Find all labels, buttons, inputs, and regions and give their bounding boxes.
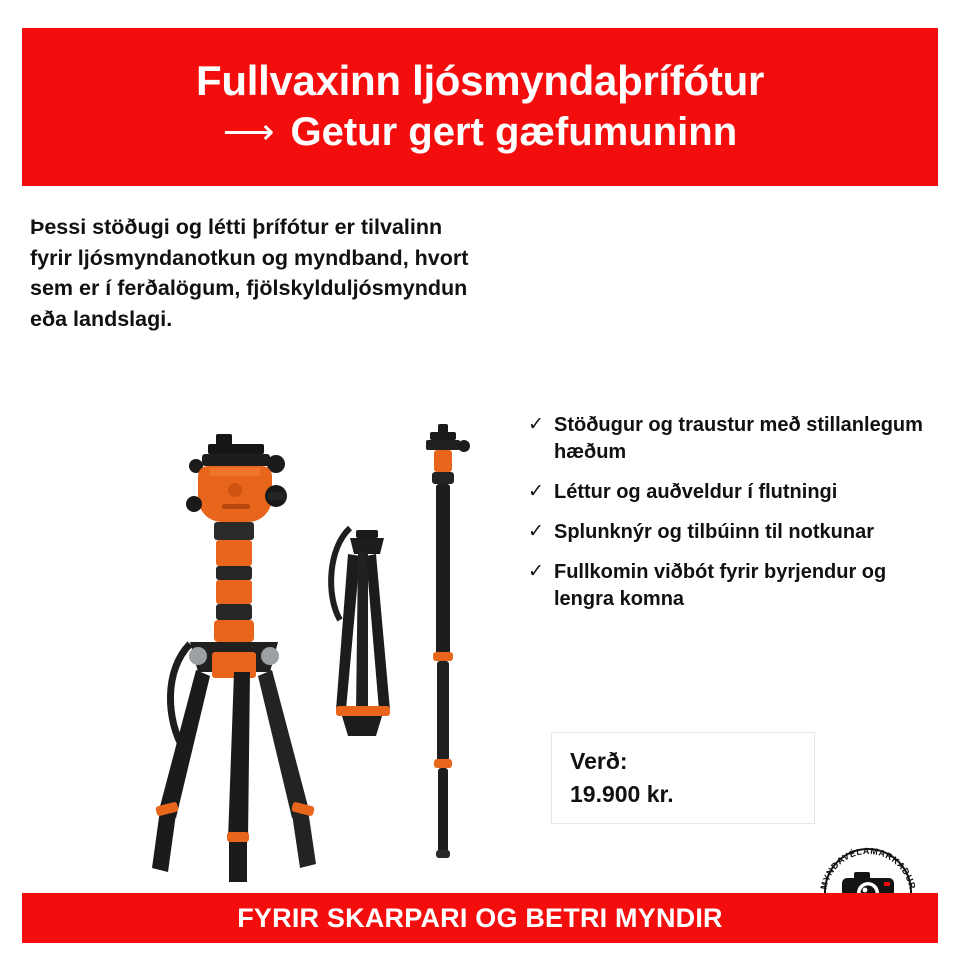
headline-secondary-row: [223, 109, 737, 155]
price-label: Verð:: [570, 748, 628, 774]
svg-text:MYNDAVÉLAMARKAÐUR: MYNDAVÉLAMARKAÐUR: [818, 845, 918, 891]
check-icon: ✓: [528, 414, 544, 435]
product-image: [150, 420, 510, 890]
list-item: [528, 412, 938, 466]
feature-list: [528, 412, 938, 626]
price-value: 19.900 kr.: [570, 781, 674, 808]
price-box: [552, 733, 814, 823]
arrow-right-icon: ⟶: [222, 111, 275, 153]
feature-text: Fullkomin viðbót fyrir byrjendur og lengra komna: [554, 561, 887, 610]
footer-banner: [22, 893, 938, 943]
feature-text: Léttur og auðveldur í flutningi: [554, 481, 838, 503]
check-icon: ✓: [528, 521, 544, 542]
header-banner: [22, 28, 938, 186]
check-icon: ✓: [528, 561, 544, 582]
list-item: [528, 479, 938, 506]
headline-secondary: Getur gert gæfumuninn: [290, 110, 738, 155]
feature-text: Stöðugur og traustur með stillanlegum hæðum: [554, 414, 923, 463]
intro-paragraph: Þessi stöðugi og létti þrífótur er tilvalinn fyrir ljósmyndanotkun og myndband, hvort sem er í ferðalögum, fjölskylduljósmyndun eða landslagi.: [30, 215, 469, 331]
headline-primary: Fullvaxinn ljósmyndaþrífótur: [196, 56, 764, 104]
footer-text: FYRIR SKARPARI OG BETRI MYNDIR: [237, 902, 723, 933]
list-item: [528, 559, 938, 613]
check-icon: ✓: [528, 481, 544, 502]
list-item: [528, 519, 938, 546]
feature-text: Splunknýr og tilbúinn til notkunar: [554, 521, 874, 543]
